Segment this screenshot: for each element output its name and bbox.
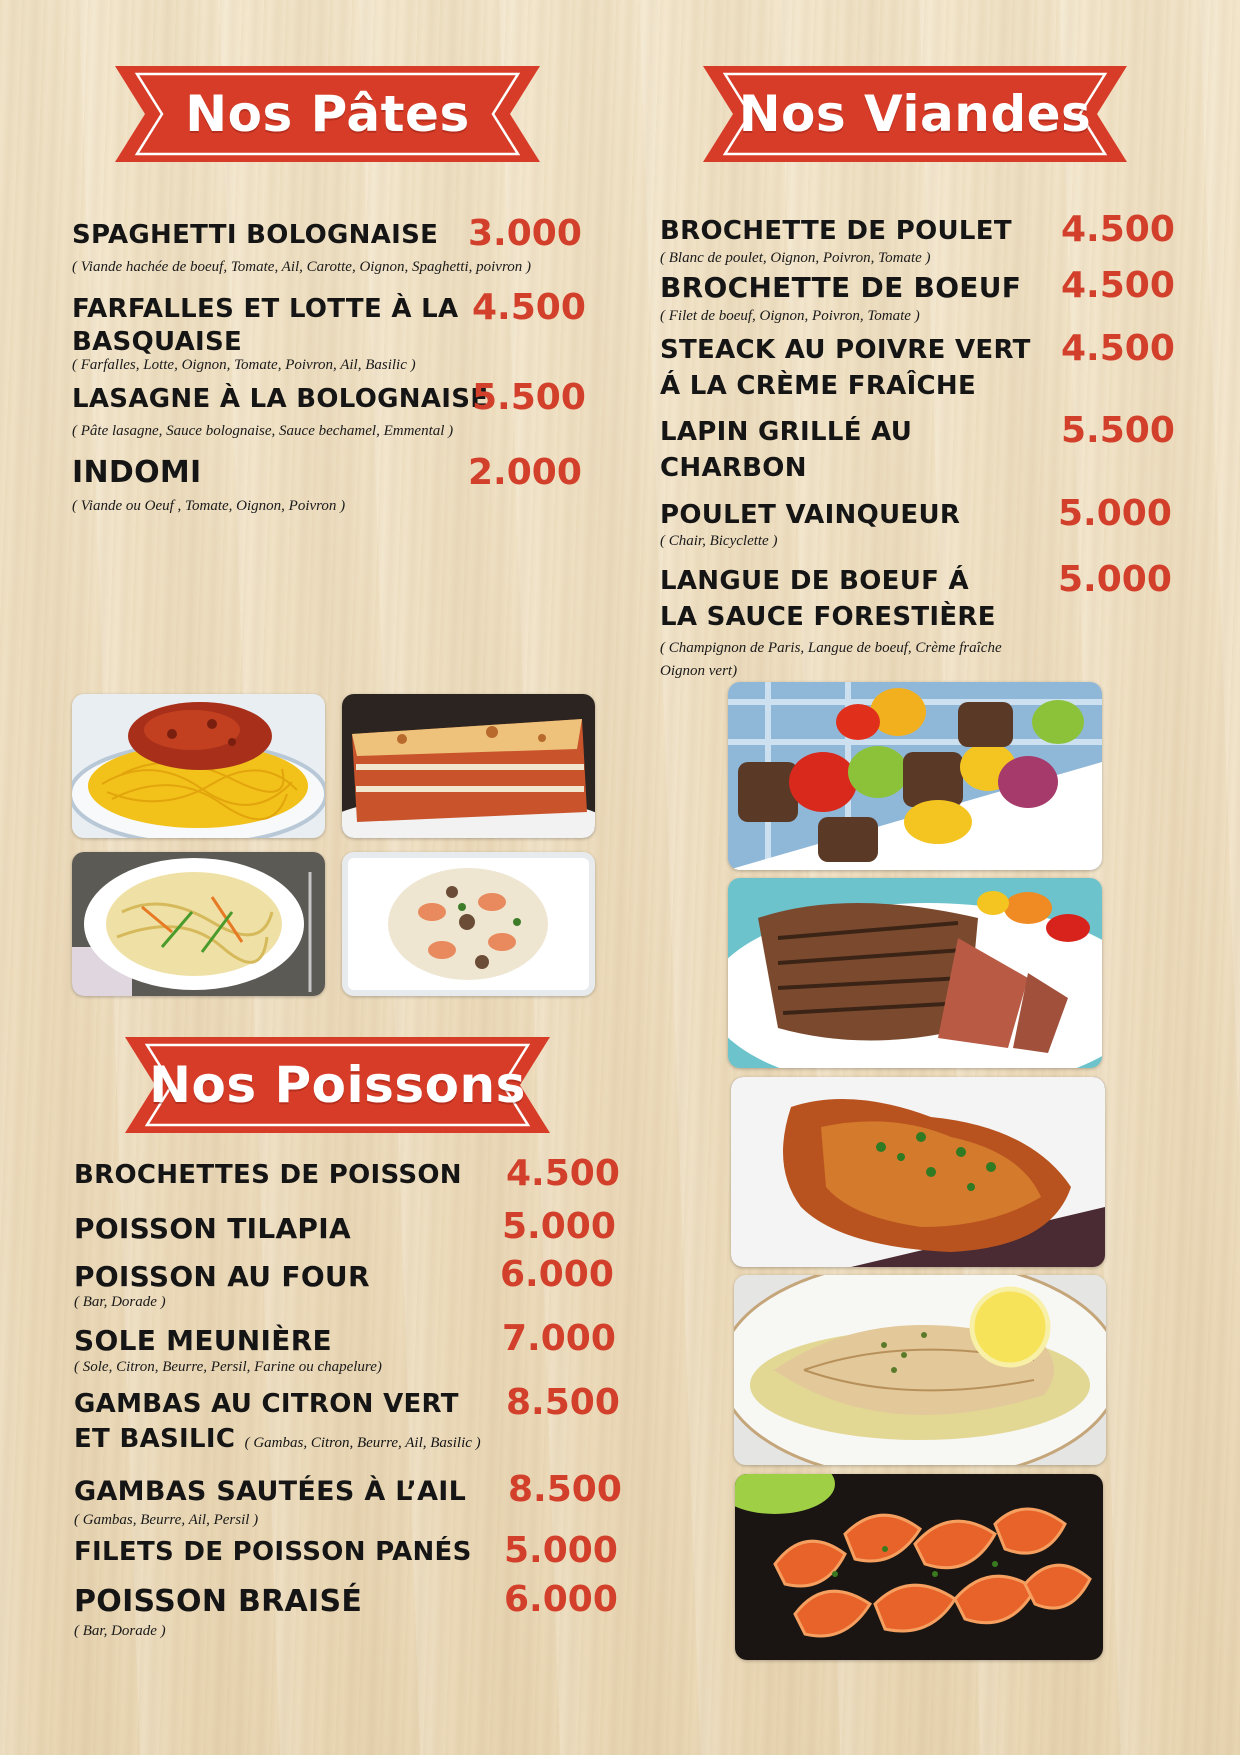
item-description: ( Gambas, Beurre, Ail, Persil ) bbox=[74, 1512, 259, 1528]
item-description: ( Viande ou Oeuf , Tomate, Oignon, Poivron ) bbox=[72, 498, 346, 514]
item-price: 2.000 bbox=[468, 452, 582, 493]
item-name-line2-text: ET BASILIC bbox=[74, 1424, 236, 1454]
shrimp-photo bbox=[735, 1474, 1103, 1660]
lasagne-photo bbox=[342, 694, 595, 838]
item-name: LANGUE DE BOEUF Á bbox=[660, 566, 969, 596]
item-price: 5.500 bbox=[1061, 410, 1175, 451]
item-name: GAMBAS SAUTÉES À L’AIL bbox=[74, 1476, 467, 1507]
item-name: BROCHETTE DE POULET bbox=[660, 216, 1012, 246]
chicken-photo bbox=[731, 1077, 1105, 1267]
pates-title: Nos Pâtes bbox=[185, 85, 470, 143]
poissons-banner bbox=[125, 1037, 550, 1133]
item-description-line2: Oignon vert) bbox=[660, 663, 738, 679]
item-description: ( Viande hachée de boeuf, Tomate, Ail, Carotte, Oignon, Spaghetti, poivron ) bbox=[72, 259, 531, 275]
item-name: BROCHETTE DE BOEUF bbox=[660, 271, 1022, 304]
item-price: 3.000 bbox=[468, 213, 582, 254]
item-name: POISSON BRAISÉ bbox=[74, 1584, 363, 1619]
viandes-title: Nos Viandes bbox=[738, 85, 1092, 143]
item-price: 4.500 bbox=[506, 1153, 620, 1194]
item-price: 6.000 bbox=[500, 1254, 614, 1295]
item-name: POISSON AU FOUR bbox=[74, 1260, 370, 1293]
item-description: ( Chair, Bicyclette ) bbox=[660, 533, 778, 549]
item-name: FARFALLES ET LOTTE À LA bbox=[72, 294, 459, 324]
item-price: 7.000 bbox=[502, 1318, 616, 1359]
item-price: 5.000 bbox=[1058, 493, 1172, 534]
item-price: 5.000 bbox=[504, 1530, 618, 1571]
item-description: ( Bar, Dorade ) bbox=[74, 1294, 166, 1310]
item-price: 4.500 bbox=[1061, 328, 1175, 369]
item-description: ( Sole, Citron, Beurre, Persil, Farine ou chapelure) bbox=[74, 1359, 382, 1375]
pasta-vegetables-photo bbox=[72, 852, 325, 996]
item-name-line2: CHARBON bbox=[660, 453, 807, 483]
item-price: 5.000 bbox=[1058, 559, 1172, 600]
item-price: 5.500 bbox=[472, 377, 586, 418]
item-description: ( Champignon de Paris, Langue de boeuf, Crème fraîche bbox=[660, 640, 1002, 656]
item-name: BROCHETTES DE POISSON bbox=[74, 1160, 462, 1190]
item-name: SOLE MEUNIÈRE bbox=[74, 1324, 332, 1357]
item-description: ( Filet de boeuf, Oignon, Poivron, Tomate ) bbox=[660, 308, 920, 324]
item-name-line2: BASQUAISE bbox=[72, 327, 243, 357]
item-price: 6.000 bbox=[504, 1579, 618, 1620]
item-description: ( Farfalles, Lotte, Oignon, Tomate, Poivron, Ail, Basilic ) bbox=[72, 357, 416, 373]
item-description: ( Blanc de poulet, Oignon, Poivron, Tomate ) bbox=[660, 250, 931, 266]
item-name-line2: Á LA CRÈME FRAÎCHE bbox=[660, 371, 977, 401]
kebab-photo bbox=[728, 682, 1102, 870]
item-name: POISSON TILAPIA bbox=[74, 1212, 351, 1245]
item-description: ( Bar, Dorade ) bbox=[74, 1623, 166, 1639]
item-description: ( Pâte lasagne, Sauce bolognaise, Sauce bechamel, Emmental ) bbox=[72, 423, 454, 439]
item-name-line2: LA SAUCE FORESTIÈRE bbox=[660, 602, 996, 632]
pates-banner bbox=[115, 66, 540, 162]
item-price: 5.000 bbox=[502, 1206, 616, 1247]
item-name: LAPIN GRILLÉ AU bbox=[660, 417, 913, 447]
item-name: INDOMI bbox=[72, 455, 202, 490]
farfalle-shrimp-photo bbox=[342, 852, 595, 996]
item-name: SPAGHETTI BOLOGNAISE bbox=[72, 220, 439, 250]
item-description: ( Gambas, Citron, Beurre, Ail, Basilic ) bbox=[244, 1435, 481, 1451]
item-price: 4.500 bbox=[472, 287, 586, 328]
viandes-banner bbox=[703, 66, 1127, 162]
steak-photo bbox=[728, 878, 1102, 1068]
sole-photo bbox=[734, 1275, 1106, 1465]
item-price: 4.500 bbox=[1061, 265, 1175, 306]
poissons-title: Nos Poissons bbox=[149, 1056, 526, 1114]
item-name: LASAGNE À LA BOLOGNAISE bbox=[72, 384, 489, 414]
item-price: 8.500 bbox=[508, 1469, 622, 1510]
item-price: 4.500 bbox=[1061, 209, 1175, 250]
item-name: FILETS DE POISSON PANÉS bbox=[74, 1537, 472, 1567]
item-price: 8.500 bbox=[506, 1382, 620, 1423]
item-name: GAMBAS AU CITRON VERT bbox=[74, 1389, 459, 1419]
spaghetti-photo bbox=[72, 694, 325, 838]
item-name: STEACK AU POIVRE VERT bbox=[660, 335, 1031, 365]
item-name-line2 bbox=[74, 1422, 481, 1461]
item-name: POULET VAINQUEUR bbox=[660, 500, 961, 530]
